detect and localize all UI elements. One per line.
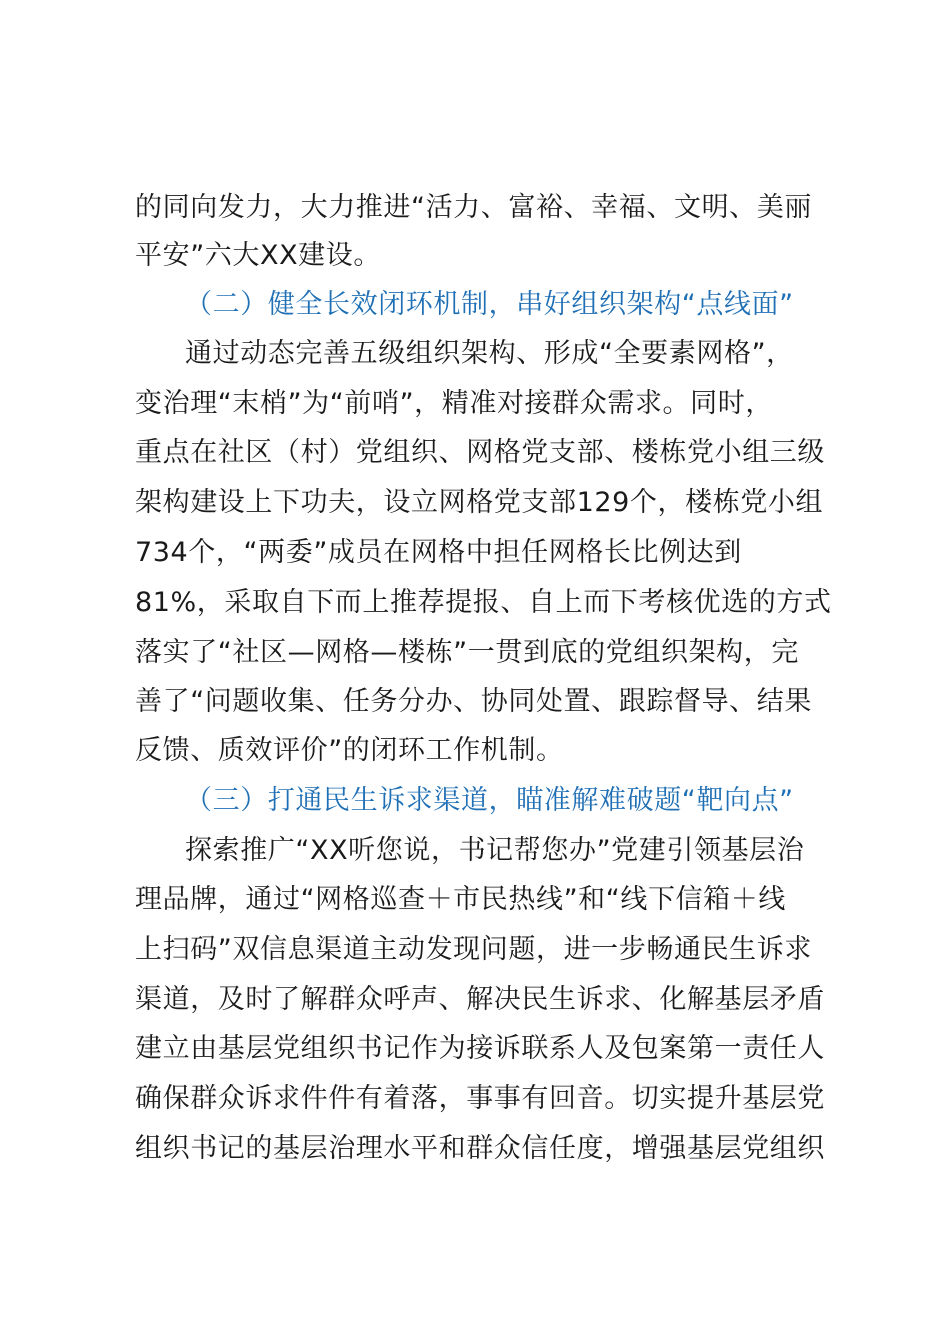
- body-text-line: 重点在社区（村）党组织、网格党支部、楼栋党小组三级: [135, 437, 825, 468]
- body-text-line: 确保群众诉求件件有着落，事事有回音。切实提升基层党: [135, 1083, 825, 1114]
- body-text-line: 734个，“两委”成员在网格中担任网格长比例达到: [135, 537, 742, 568]
- body-text-line: 建立由基层党组织书记作为接诉联系人及包案第一责任人: [135, 1033, 825, 1064]
- body-text-line: 通过动态完善五级组织架构、形成“全要素网格”，: [185, 338, 794, 369]
- section-heading-3: （三）打通民生诉求渠道，瞄准解难破题“靶向点”: [185, 785, 794, 816]
- body-text-line: 理品牌，通过“网格巡查＋市民热线”和“线下信箱＋线: [135, 884, 786, 915]
- body-text-line: 组织书记的基层治理水平和群众信任度，增强基层党组织: [135, 1133, 825, 1164]
- body-text-line: 81%，采取自下而上推荐提报、自上而下考核优选的方式: [135, 587, 832, 618]
- body-text-line: 上扫码”双信息渠道主动发现问题，进一步畅通民生诉求: [135, 934, 812, 965]
- body-text-line: 渠道，及时了解群众呼声、解决民生诉求、化解基层矛盾: [135, 984, 825, 1015]
- body-text-line: 架构建设上下功夫，设立网格党支部129个，楼栋党小组: [135, 487, 824, 518]
- body-text-line: 变治理“末梢”为“前哨”，精准对接群众需求。同时，: [135, 388, 773, 419]
- body-text-line: 的同向发力，大力推进“活力、富裕、幸福、文明、美丽: [135, 192, 812, 223]
- body-text-line: 反馈、质效评价”的闭环工作机制。: [135, 735, 564, 766]
- body-text-line: 善了“问题收集、任务分办、协同处置、跟踪督导、结果: [135, 686, 812, 717]
- body-text-line: 落实了“社区—网格—楼栋”一贯到底的党组织架构，完: [135, 637, 799, 668]
- body-text-line: 平安”六大XX建设。: [135, 240, 381, 271]
- section-heading-2: （二）健全长效闭环机制，串好组织架构“点线面”: [185, 289, 794, 320]
- body-text-line: 探索推广“XX听您说，书记帮您办”党建引领基层治: [185, 835, 805, 866]
